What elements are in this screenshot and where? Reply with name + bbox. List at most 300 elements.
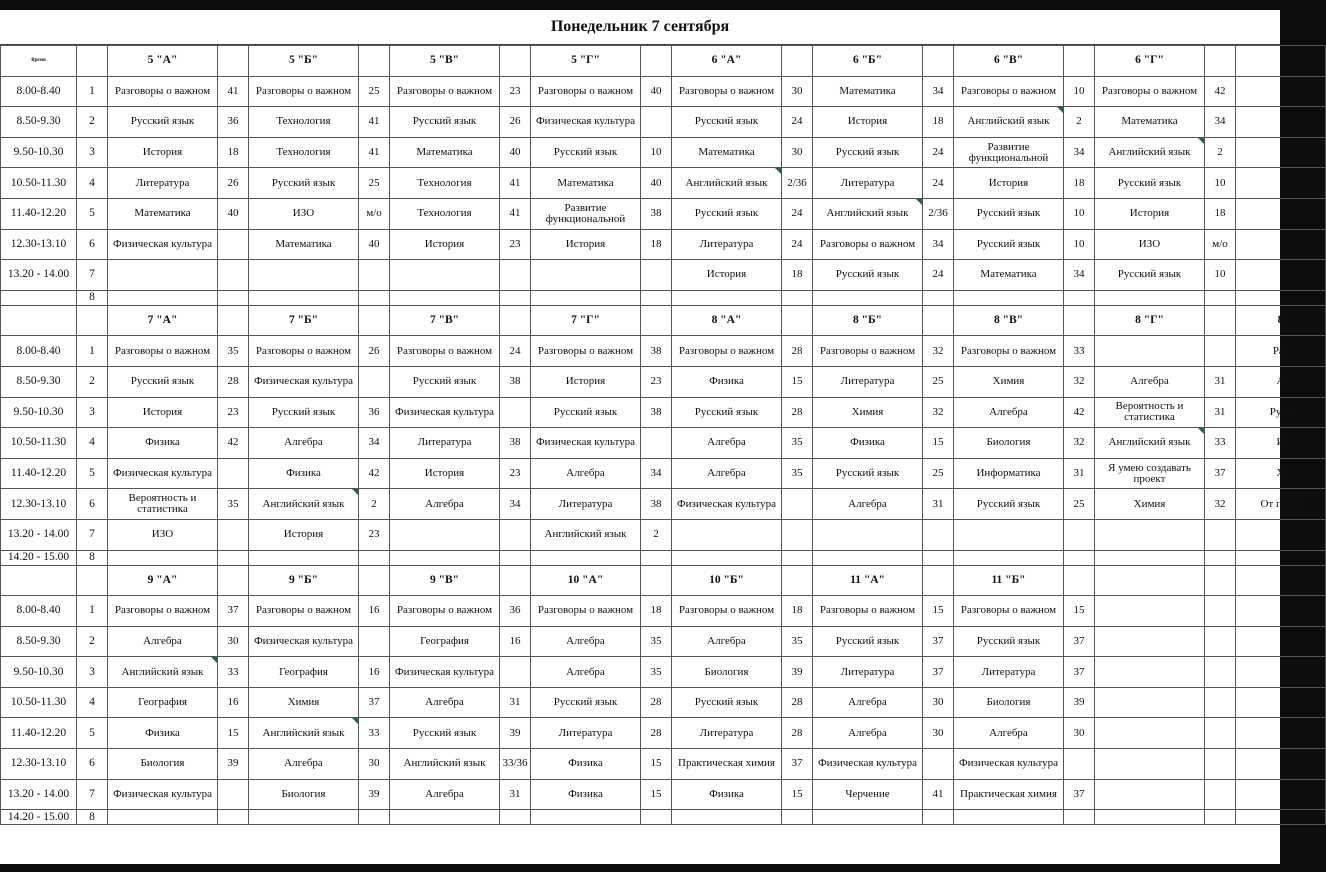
room-cell: 31 — [1064, 458, 1095, 489]
room-cell: 23 — [500, 76, 531, 107]
room-header — [1064, 46, 1095, 77]
room-cell — [500, 810, 531, 825]
subject-cell: Физическая культура — [390, 657, 500, 688]
room-cell: 28 — [218, 366, 249, 397]
time-column-header: Время — [1, 46, 77, 77]
room-cell: 2/36 — [923, 198, 954, 229]
subject-cell: Английский язык — [249, 489, 359, 520]
subject-cell: Алгебра — [249, 428, 359, 459]
room-cell — [1205, 657, 1236, 688]
lesson-number: 1 — [77, 596, 108, 627]
room-cell: 41 — [359, 137, 390, 168]
lesson-row — [1, 290, 1326, 305]
lesson-row — [1, 489, 1326, 520]
room-cell: 18 — [641, 229, 672, 260]
subject-cell: Физическая культура — [531, 107, 641, 138]
room-cell — [218, 458, 249, 489]
subject-cell: Математика — [1095, 107, 1205, 138]
lesson-time: 14.20 - 15.00 — [1, 550, 77, 565]
room-cell — [218, 779, 249, 810]
room-cell: 35 — [641, 657, 672, 688]
subject-cell — [954, 550, 1064, 565]
lesson-row — [1, 428, 1326, 459]
subject-cell: Практическая химия — [672, 749, 782, 780]
lesson-time: 8.50-9.30 — [1, 626, 77, 657]
room-header — [359, 565, 390, 596]
room-cell: 38 — [500, 366, 531, 397]
lesson-number-header — [77, 46, 108, 77]
subject-cell: Черчение — [813, 779, 923, 810]
subject-cell: Алгебра — [813, 687, 923, 718]
room-cell: 36 — [218, 107, 249, 138]
subject-cell: Русский язык — [813, 458, 923, 489]
subject-cell — [390, 550, 500, 565]
subject-cell: История — [813, 107, 923, 138]
room-cell: 2 — [641, 519, 672, 550]
lesson-time: 11.40-12.20 — [1, 458, 77, 489]
subject-cell — [1095, 810, 1205, 825]
lesson-number: 5 — [77, 458, 108, 489]
lesson-number: 4 — [77, 687, 108, 718]
room-cell: 15 — [782, 779, 813, 810]
subject-cell: Разговоры о важном — [108, 76, 218, 107]
room-cell: 15 — [1064, 596, 1095, 627]
room-cell: 35 — [641, 626, 672, 657]
lesson-number: 1 — [77, 336, 108, 367]
subject-cell: Русский язык — [531, 687, 641, 718]
room-cell — [500, 397, 531, 428]
subject-cell: Английский язык — [1095, 428, 1205, 459]
lesson-row — [1, 657, 1326, 688]
subject-cell: Вероятность и статистика — [1095, 397, 1205, 428]
room-cell: 31 — [1205, 397, 1236, 428]
subject-cell: Химия — [249, 687, 359, 718]
subject-cell: Литература — [531, 489, 641, 520]
subject-cell: Разговоры о важном — [390, 596, 500, 627]
room-cell: 15 — [641, 749, 672, 780]
class-name: 10 "А" — [531, 565, 641, 596]
subject-cell — [1236, 657, 1326, 688]
subject-cell: Разговоры о важном — [813, 229, 923, 260]
subject-cell: Русс — [1236, 397, 1326, 428]
lesson-number: 7 — [77, 519, 108, 550]
room-cell: 40 — [641, 76, 672, 107]
room-cell — [641, 107, 672, 138]
room-cell — [500, 550, 531, 565]
subject-cell: Русский язык — [672, 107, 782, 138]
class-name: 5 "В" — [390, 46, 500, 77]
room-cell: 30 — [923, 687, 954, 718]
room-cell: 35 — [782, 458, 813, 489]
room-cell — [1205, 626, 1236, 657]
subject-cell: Физика — [249, 458, 359, 489]
room-header — [923, 46, 954, 77]
subject-cell: Физическая культура — [390, 397, 500, 428]
room-cell: 39 — [218, 749, 249, 780]
subject-cell: История — [954, 168, 1064, 199]
subject-cell: Русский язык — [813, 626, 923, 657]
subject-cell — [1236, 626, 1326, 657]
room-cell: 30 — [782, 137, 813, 168]
room-cell: 25 — [359, 76, 390, 107]
room-cell: 34 — [1205, 107, 1236, 138]
room-cell: 10 — [1064, 76, 1095, 107]
room-header — [782, 565, 813, 596]
lesson-number: 6 — [77, 489, 108, 520]
subject-cell: Практическая химия — [954, 779, 1064, 810]
room-header — [359, 305, 390, 336]
room-cell: 16 — [359, 657, 390, 688]
subject-cell: Алгебра — [531, 458, 641, 489]
subject-cell: Разговоры о важном — [954, 596, 1064, 627]
subject-cell — [108, 810, 218, 825]
room-cell: 25 — [923, 366, 954, 397]
room-cell — [500, 290, 531, 305]
subject-cell — [1236, 76, 1326, 107]
room-cell: 35 — [782, 626, 813, 657]
lesson-time: 8.00-8.40 — [1, 596, 77, 627]
lesson-number: 8 — [77, 550, 108, 565]
room-cell: 18 — [641, 596, 672, 627]
lesson-time: 13.20 - 14.00 — [1, 779, 77, 810]
room-cell: 10 — [1205, 168, 1236, 199]
lesson-row — [1, 397, 1326, 428]
subject-cell: Литература — [108, 168, 218, 199]
room-cell — [218, 229, 249, 260]
class-header-row — [1, 565, 1326, 596]
subject-cell: Разговоры о важном — [531, 76, 641, 107]
room-cell: 16 — [218, 687, 249, 718]
lesson-time: 12.30-13.10 — [1, 229, 77, 260]
class-name: 7 "Г" — [531, 305, 641, 336]
room-cell: 37 — [359, 687, 390, 718]
lesson-number: 4 — [77, 168, 108, 199]
room-cell: 24 — [782, 107, 813, 138]
subject-cell: Русский язык — [1095, 260, 1205, 291]
subject-cell — [1236, 260, 1326, 291]
subject-cell: Алгебра — [672, 626, 782, 657]
subject-cell: Русский язык — [108, 107, 218, 138]
subject-cell — [1095, 519, 1205, 550]
subject-cell: Разговоры о важном — [954, 76, 1064, 107]
subject-cell: Физическая культура — [108, 458, 218, 489]
subject-cell: Технология — [249, 107, 359, 138]
subject-cell: Разговоры о важном — [813, 596, 923, 627]
room-cell: 39 — [1064, 687, 1095, 718]
room-cell: 18 — [218, 137, 249, 168]
subject-cell: Математика — [672, 137, 782, 168]
subject-cell — [108, 290, 218, 305]
page-title: Понедельник 7 сентября — [0, 10, 1280, 45]
lesson-time — [1, 290, 77, 305]
class-name: 11 "А" — [813, 565, 923, 596]
subject-cell: Русский язык — [813, 260, 923, 291]
subject-cell: История — [1095, 198, 1205, 229]
subject-cell: Русский язык — [1095, 168, 1205, 199]
subject-cell: Алгебра — [531, 626, 641, 657]
subject-cell: Английский язык — [531, 519, 641, 550]
room-cell: 31 — [1205, 366, 1236, 397]
subject-cell: Х — [1236, 458, 1326, 489]
room-cell: 37 — [1064, 626, 1095, 657]
room-cell: 25 — [359, 168, 390, 199]
room-cell: 18 — [782, 596, 813, 627]
room-cell: 38 — [641, 336, 672, 367]
subject-cell: Физическая культура — [813, 749, 923, 780]
subject-cell — [813, 290, 923, 305]
subject-cell: История — [390, 229, 500, 260]
room-cell: 35 — [782, 428, 813, 459]
room-header — [500, 305, 531, 336]
room-cell: 33 — [218, 657, 249, 688]
room-header — [641, 305, 672, 336]
subject-cell: Английский язык — [1095, 137, 1205, 168]
class-name — [1095, 565, 1205, 596]
room-cell: 34 — [641, 458, 672, 489]
lesson-row — [1, 596, 1326, 627]
room-cell — [1205, 336, 1236, 367]
room-cell: 28 — [782, 687, 813, 718]
subject-cell: Разговоры о важном — [390, 336, 500, 367]
room-cell — [641, 290, 672, 305]
room-header — [218, 565, 249, 596]
room-cell: 28 — [782, 336, 813, 367]
subject-cell: География — [249, 657, 359, 688]
schedule-table — [0, 45, 1326, 825]
room-header — [218, 46, 249, 77]
subject-cell: Алгебра — [672, 458, 782, 489]
room-cell: 37 — [923, 657, 954, 688]
subject-cell: ИЗО — [108, 519, 218, 550]
subject-cell: Технология — [249, 137, 359, 168]
room-cell — [1205, 749, 1236, 780]
subject-cell: Английский язык — [390, 749, 500, 780]
subject-cell — [1095, 749, 1205, 780]
class-name: 8 "Б" — [813, 305, 923, 336]
room-cell: 34 — [1064, 260, 1095, 291]
room-cell — [1205, 596, 1236, 627]
room-cell: 24 — [782, 229, 813, 260]
room-cell: 24 — [923, 168, 954, 199]
room-cell — [1064, 749, 1095, 780]
subject-cell — [672, 290, 782, 305]
room-header — [1205, 305, 1236, 336]
room-cell — [782, 519, 813, 550]
subject-cell — [1236, 550, 1326, 565]
room-cell: 38 — [641, 397, 672, 428]
room-cell — [500, 657, 531, 688]
room-cell — [359, 366, 390, 397]
room-header — [923, 305, 954, 336]
lesson-time: 11.40-12.20 — [1, 198, 77, 229]
subject-cell: Алгебра — [390, 489, 500, 520]
lesson-number: 3 — [77, 657, 108, 688]
room-cell: 23 — [500, 229, 531, 260]
room-cell — [1205, 687, 1236, 718]
class-name: 8 — [1236, 305, 1326, 336]
room-cell: 15 — [923, 428, 954, 459]
lesson-row — [1, 366, 1326, 397]
room-cell — [923, 550, 954, 565]
room-cell — [923, 810, 954, 825]
room-cell — [359, 626, 390, 657]
subject-cell — [1095, 657, 1205, 688]
subject-cell: История — [672, 260, 782, 291]
lesson-number: 7 — [77, 260, 108, 291]
room-cell: 37 — [923, 626, 954, 657]
subject-cell: Физическая культура — [672, 489, 782, 520]
subject-cell — [1095, 687, 1205, 718]
subject-cell: Алгебра — [249, 749, 359, 780]
subject-cell: Алгебра — [813, 718, 923, 749]
subject-cell — [1236, 107, 1326, 138]
subject-cell: История — [108, 137, 218, 168]
subject-cell: Физическая культура — [249, 366, 359, 397]
room-cell: 42 — [1205, 76, 1236, 107]
class-name: 6 "Г" — [1095, 46, 1205, 77]
subject-cell: Химия — [813, 397, 923, 428]
room-cell: 18 — [1205, 198, 1236, 229]
room-cell — [782, 290, 813, 305]
room-cell: 36 — [500, 596, 531, 627]
room-cell: 24 — [782, 198, 813, 229]
subject-cell — [249, 260, 359, 291]
subject-cell: Русский язык — [531, 397, 641, 428]
room-header — [1205, 46, 1236, 77]
lesson-row — [1, 749, 1326, 780]
room-header — [782, 46, 813, 77]
room-cell: 18 — [923, 107, 954, 138]
subject-cell — [1095, 596, 1205, 627]
room-cell: 18 — [1064, 168, 1095, 199]
class-name: 5 "Г" — [531, 46, 641, 77]
room-header — [923, 565, 954, 596]
class-name: 9 "В" — [390, 565, 500, 596]
room-cell: 33/36 — [500, 749, 531, 780]
lesson-time: 8.00-8.40 — [1, 336, 77, 367]
subject-cell: Математика — [813, 76, 923, 107]
room-cell: 38 — [500, 428, 531, 459]
class-name — [1236, 565, 1326, 596]
room-cell — [1064, 810, 1095, 825]
subject-cell — [531, 550, 641, 565]
room-cell: 18 — [782, 260, 813, 291]
lesson-row — [1, 626, 1326, 657]
room-cell: 23 — [359, 519, 390, 550]
room-cell: 42 — [218, 428, 249, 459]
subject-cell: Литература — [813, 657, 923, 688]
subject-cell: Русский язык — [954, 198, 1064, 229]
subject-cell — [1236, 718, 1326, 749]
subject-cell: Математика — [108, 198, 218, 229]
lesson-number: 5 — [77, 718, 108, 749]
subject-cell: Алгебра — [954, 718, 1064, 749]
room-cell — [359, 290, 390, 305]
class-name: 6 "Б" — [813, 46, 923, 77]
room-header — [1205, 565, 1236, 596]
subject-cell: Разговоры о важном — [249, 596, 359, 627]
lesson-row — [1, 107, 1326, 138]
room-cell — [1205, 290, 1236, 305]
room-cell: 30 — [218, 626, 249, 657]
subject-cell: Алгебра — [108, 626, 218, 657]
time-column-header — [1, 565, 77, 596]
lesson-time: 14.20 - 15.00 — [1, 810, 77, 825]
lesson-time: 11.40-12.20 — [1, 718, 77, 749]
room-cell — [500, 519, 531, 550]
lesson-row — [1, 810, 1326, 825]
lesson-number-header — [77, 565, 108, 596]
subject-cell — [1095, 290, 1205, 305]
room-cell: 30 — [923, 718, 954, 749]
subject-cell: Литература — [813, 168, 923, 199]
room-cell: 41 — [500, 198, 531, 229]
room-cell — [218, 260, 249, 291]
subject-cell: География — [390, 626, 500, 657]
room-cell: 31 — [923, 489, 954, 520]
subject-cell — [249, 290, 359, 305]
room-cell: м/о — [1205, 229, 1236, 260]
subject-cell: Английский язык — [954, 107, 1064, 138]
lesson-number-header — [77, 305, 108, 336]
subject-cell: Русский язык — [390, 366, 500, 397]
subject-cell: Русский язык — [249, 397, 359, 428]
lesson-row — [1, 229, 1326, 260]
class-name: 9 "Б" — [249, 565, 359, 596]
lesson-number: 5 — [77, 198, 108, 229]
room-cell: 34 — [1064, 137, 1095, 168]
subject-cell: Разговоры о важном — [531, 596, 641, 627]
subject-cell: История — [531, 229, 641, 260]
subject-cell — [1095, 626, 1205, 657]
subject-cell: Физика — [672, 779, 782, 810]
room-cell: 30 — [782, 76, 813, 107]
subject-cell: Технология — [390, 198, 500, 229]
subject-cell: Математика — [249, 229, 359, 260]
subject-cell: Литература — [390, 428, 500, 459]
room-cell — [641, 550, 672, 565]
subject-cell: Физика — [531, 779, 641, 810]
lesson-time: 10.50-11.30 — [1, 168, 77, 199]
lesson-time: 12.30-13.10 — [1, 489, 77, 520]
subject-cell: Физическая культура — [108, 779, 218, 810]
subject-cell: Разговоры о важном — [249, 76, 359, 107]
room-cell: 28 — [641, 687, 672, 718]
lesson-row — [1, 718, 1326, 749]
lesson-row — [1, 336, 1326, 367]
subject-cell: Технология — [390, 168, 500, 199]
subject-cell: Разговоры о важном — [954, 336, 1064, 367]
room-cell: 41 — [218, 76, 249, 107]
lesson-time: 13.20 - 14.00 — [1, 519, 77, 550]
room-cell — [1205, 779, 1236, 810]
room-cell: 34 — [359, 428, 390, 459]
subject-cell: Разговоры о важном — [249, 336, 359, 367]
lesson-number: 1 — [77, 76, 108, 107]
subject-cell: Физическая культура — [954, 749, 1064, 780]
room-header — [641, 46, 672, 77]
subject-cell: Литература — [813, 366, 923, 397]
lesson-row — [1, 519, 1326, 550]
room-cell — [923, 290, 954, 305]
class-name — [1236, 46, 1326, 77]
subject-cell: Русский язык — [531, 137, 641, 168]
subject-cell — [531, 810, 641, 825]
subject-cell: Русский язык — [813, 137, 923, 168]
subject-cell — [390, 290, 500, 305]
room-cell: 32 — [923, 336, 954, 367]
room-cell: 15 — [782, 366, 813, 397]
